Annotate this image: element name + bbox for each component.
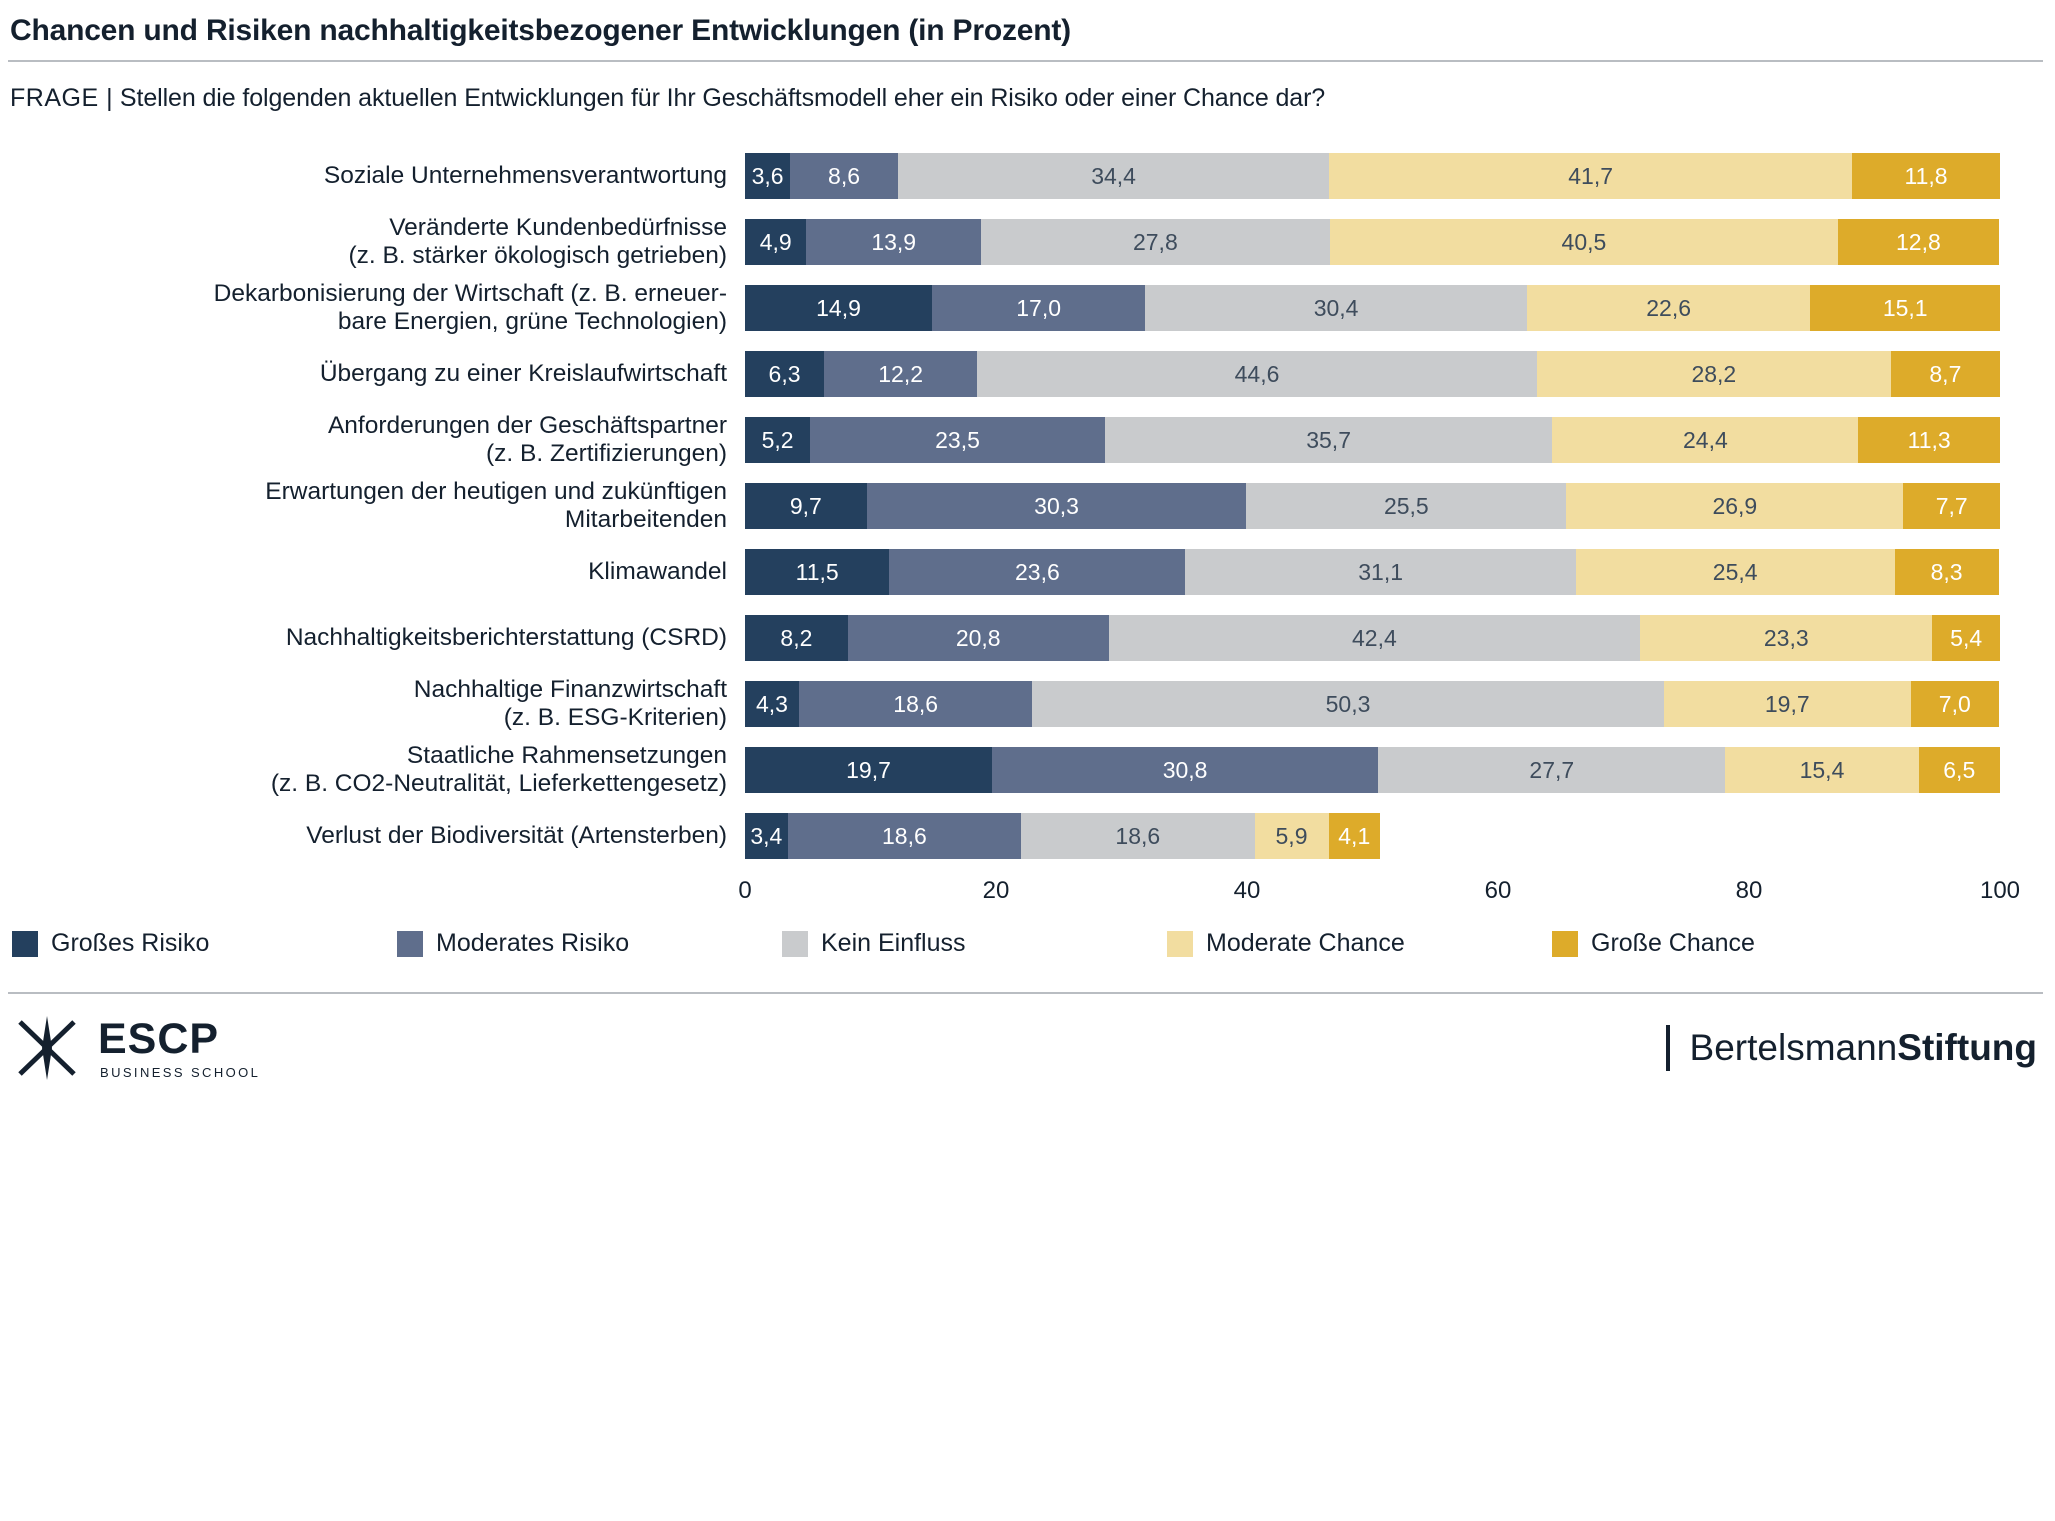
- bar-segment: 11,3: [1858, 417, 2000, 463]
- bar-segment: 4,1: [1329, 813, 1380, 859]
- legend-item: [397, 929, 782, 958]
- escp-wordmark: [98, 1014, 261, 1080]
- bar-segment: 7,7: [1903, 483, 2000, 529]
- axis-tick-label: 0: [738, 877, 752, 904]
- bar-segment: 13,9: [806, 219, 980, 265]
- logo-divider-bar: [1666, 1025, 1670, 1071]
- stacked-bar: [745, 615, 2000, 661]
- category-label: Dekarbonisierung der Wirtschaft (z. B. erneuer- bare Energien, grüne Technologien): [213, 280, 727, 335]
- bar-segment: 12,8: [1838, 219, 1999, 265]
- stacked-bar: [745, 483, 2000, 529]
- category-label: Staatliche Rahmensetzungen (z. B. CO2-Neutralität, Lieferkettengesetz): [270, 742, 727, 797]
- bar-segment: 19,7: [1664, 681, 1911, 727]
- bar-segment: 24,4: [1552, 417, 1858, 463]
- bar-segment: 18,6: [1021, 813, 1254, 859]
- bertelsmann-stiftung-logo: [1666, 1025, 2037, 1071]
- bar-segment: 30,8: [992, 747, 1378, 793]
- bertelsmann-light: Bertelsmann: [1689, 1027, 1898, 1068]
- legend-item: [12, 929, 397, 958]
- chart-row: [10, 275, 2055, 341]
- legend-swatch-icon: [1167, 931, 1193, 957]
- bar-segment: 18,6: [799, 681, 1032, 727]
- legend-label: Moderate Chance: [1206, 929, 1405, 957]
- bar-segment: 50,3: [1032, 681, 1663, 727]
- stacked-bar-chart: [0, 143, 2055, 869]
- category-label: Nachhaltigkeitsberichterstattung (CSRD): [285, 624, 727, 652]
- bar-segment: 8,7: [1891, 351, 2000, 397]
- bar-segment: 30,4: [1145, 285, 1527, 331]
- axis-tick-label: 80: [1735, 877, 1763, 904]
- legend-item: [1552, 929, 1755, 958]
- bar-segment: 23,6: [889, 549, 1185, 595]
- chart-row: [10, 341, 2055, 407]
- footer: [0, 994, 2055, 1084]
- bar-segment: 26,9: [1566, 483, 1903, 529]
- chart-row: [10, 737, 2055, 803]
- bar-segment: 20,8: [848, 615, 1109, 661]
- bar-segment: 40,5: [1330, 219, 1838, 265]
- legend-swatch-icon: [12, 931, 38, 957]
- bar-segment: 42,4: [1109, 615, 1641, 661]
- stacked-bar: [745, 219, 2000, 265]
- stacked-bar: [745, 153, 2000, 199]
- bar-segment: 30,3: [867, 483, 1247, 529]
- escp-name: ESCP: [98, 1014, 220, 1063]
- stacked-bar: [745, 813, 2000, 859]
- bar-segment: 15,4: [1725, 747, 1918, 793]
- legend-label: Großes Risiko: [51, 929, 210, 957]
- bar-segment: 8,6: [790, 153, 898, 199]
- chart-row: [10, 143, 2055, 209]
- bar-segment: 23,5: [810, 417, 1105, 463]
- category-label: Erwartungen der heutigen und zukünftigen Mitarbeitenden: [265, 478, 727, 533]
- stacked-bar: [745, 681, 2000, 727]
- chart-row: [10, 539, 2055, 605]
- category-label: Klimawandel: [588, 558, 727, 586]
- chart-row: [10, 473, 2055, 539]
- bar-segment: 5,9: [1255, 813, 1329, 859]
- chart-legend: [12, 929, 2032, 958]
- legend-swatch-icon: [1552, 931, 1578, 957]
- bar-segment: 7,0: [1911, 681, 1999, 727]
- bar-segment: 44,6: [977, 351, 1537, 397]
- axis-tick-label: 60: [1484, 877, 1512, 904]
- bar-segment: 22,6: [1527, 285, 1811, 331]
- axis-tick-label: 20: [982, 877, 1010, 904]
- bar-segment: 25,5: [1246, 483, 1566, 529]
- escp-logo: [14, 1012, 260, 1084]
- bar-segment: 27,8: [981, 219, 1330, 265]
- chart-row: [10, 407, 2055, 473]
- bar-segment: 34,4: [898, 153, 1329, 199]
- bar-segment: 19,7: [745, 747, 992, 793]
- bar-segment: 8,2: [745, 615, 848, 661]
- legend-swatch-icon: [782, 931, 808, 957]
- legend-label: Große Chance: [1591, 929, 1755, 957]
- question-line: [0, 62, 2055, 113]
- axis-tick-label: 100: [1979, 877, 2021, 904]
- bar-segment: 35,7: [1105, 417, 1553, 463]
- bar-segment: 5,2: [745, 417, 810, 463]
- bar-segment: 6,5: [1919, 747, 2000, 793]
- bar-segment: 23,3: [1640, 615, 1932, 661]
- legend-item: [1167, 929, 1552, 958]
- legend-label: Moderates Risiko: [436, 929, 630, 957]
- bar-segment: 6,3: [745, 351, 824, 397]
- legend-label: Kein Einfluss: [821, 929, 966, 957]
- chart-row: [10, 209, 2055, 275]
- bar-segment: 17,0: [932, 285, 1145, 331]
- x-axis: [738, 869, 2021, 915]
- category-label: Veränderte Kundenbedürfnisse (z. B. stärker ökologisch getrieben): [348, 214, 727, 269]
- category-label: Soziale Unternehmensverantwortung: [323, 162, 727, 190]
- chart-row: [10, 803, 2055, 869]
- bar-segment: 27,7: [1378, 747, 1725, 793]
- category-label: Nachhaltige Finanzwirtschaft (z. B. ESG-Kriterien): [413, 676, 727, 731]
- bar-segment: 31,1: [1185, 549, 1575, 595]
- escp-subtitle: BUSINESS SCHOOL: [100, 1064, 261, 1080]
- stacked-bar: [745, 417, 2000, 463]
- bar-segment: 9,7: [745, 483, 867, 529]
- bar-segment: 18,6: [788, 813, 1021, 859]
- page-title: Chancen und Risiken nachhaltigkeitsbezogener Entwicklungen (in Prozent): [10, 14, 1071, 47]
- chart-row: [10, 605, 2055, 671]
- bar-segment: 15,1: [1810, 285, 2000, 331]
- legend-swatch-icon: [397, 931, 423, 957]
- bar-segment: 25,4: [1576, 549, 1895, 595]
- bar-segment: 11,5: [745, 549, 889, 595]
- bar-segment: 4,9: [745, 219, 806, 265]
- bar-segment: 41,7: [1329, 153, 1852, 199]
- stacked-bar: [745, 549, 2000, 595]
- chart-row: [10, 671, 2055, 737]
- bar-segment: 8,3: [1895, 549, 1999, 595]
- question-label: FRAGE |: [10, 84, 114, 112]
- category-label: Übergang zu einer Kreislaufwirtschaft: [319, 360, 727, 388]
- bar-segment: 3,4: [745, 813, 788, 859]
- bar-segment: 11,8: [1852, 153, 2000, 199]
- axis-tick-label: 40: [1233, 877, 1261, 904]
- bertelsmann-bold: Stiftung: [1897, 1027, 2037, 1068]
- bar-segment: 4,3: [745, 681, 799, 727]
- bar-segment: 12,2: [824, 351, 977, 397]
- bar-segment: 5,4: [1932, 615, 2000, 661]
- category-label: Verlust der Biodiversität (Artensterben): [306, 822, 727, 850]
- category-label: Anforderungen der Geschäftspartner (z. B. Zertifizierungen): [327, 412, 727, 467]
- bar-segment: 28,2: [1537, 351, 1891, 397]
- question-text: Stellen die folgenden aktuellen Entwicklungen für Ihr Geschäftsmodell eher ein Risiko oder einer Chance dar?: [113, 84, 1326, 112]
- escp-star-icon: [14, 1012, 86, 1084]
- stacked-bar: [745, 351, 2000, 397]
- stacked-bar: [745, 747, 2000, 793]
- bar-segment: 14,9: [745, 285, 932, 331]
- legend-item: [782, 929, 1167, 958]
- bar-segment: 3,6: [745, 153, 790, 199]
- stacked-bar: [745, 285, 2000, 331]
